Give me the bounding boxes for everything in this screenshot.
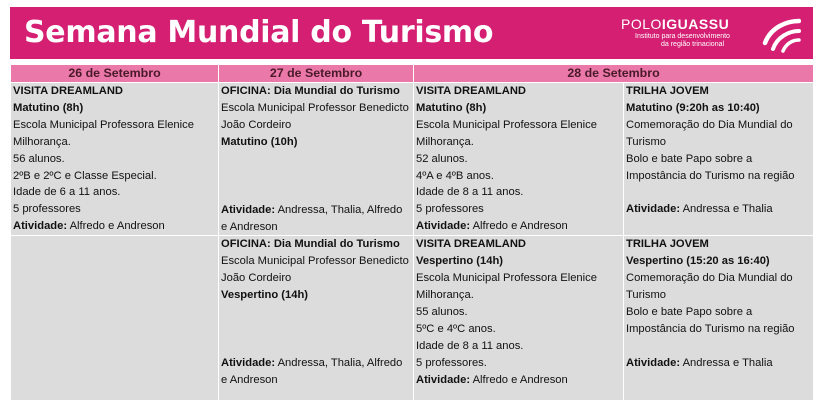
event-classes: 5ºC e 4ºC anos. — [416, 322, 496, 335]
empty-cell — [11, 236, 219, 401]
logo-subtitle-1: Instituto para desenvolvimento — [635, 33, 730, 40]
event-classes: 2ºB e 2ºC e Classe Especial. — [13, 169, 157, 182]
table-row — [11, 236, 814, 401]
event-period: Matutino (8h) — [13, 101, 84, 114]
event-period: Matutino (10h) — [221, 135, 298, 148]
event-ages: Idade de 8 a 11 anos. — [416, 186, 524, 199]
column-header-row — [11, 65, 814, 83]
event-students: 52 alunos. — [416, 152, 468, 165]
polo-iguassu-logo — [621, 13, 801, 53]
event-school: Escola Municipal Professora Elenice — [416, 272, 597, 285]
event-description: Bolo e bate Papo sobre a — [626, 152, 753, 165]
event-school: Milhorança. — [416, 289, 474, 302]
column-header-28: 28 de Setembro — [414, 65, 814, 83]
event-school: Milhorança. — [416, 135, 474, 148]
event-activity-cont: e Andreson — [221, 373, 278, 386]
logo-name: POLOIGUASSU — [621, 16, 730, 32]
event-school: Escola Municipal Professora Elenice — [416, 118, 597, 131]
event-cell — [414, 236, 624, 401]
title-banner — [10, 7, 813, 59]
event-title: VISITA DREAMLAND — [416, 85, 527, 97]
event-school: João Cordeiro — [221, 272, 292, 285]
event-cell — [414, 83, 624, 236]
event-activity: Atividade: Andressa e Thalia — [626, 356, 773, 369]
event-school: Escola Municipal Professora Elenice — [13, 118, 194, 131]
event-activity: Atividade: Alfredo e Andreson — [416, 220, 568, 233]
event-description: Bolo e bate Papo sobre a — [626, 306, 753, 319]
swirl-road-icon — [761, 13, 801, 53]
event-period: Vespertino (14h) — [221, 289, 309, 302]
event-teachers: 5 professores — [416, 203, 484, 216]
event-activity: Atividade: Alfredo e Andreson — [13, 220, 165, 233]
event-cell — [624, 236, 814, 401]
event-activity-cont: e Andreson — [221, 220, 278, 233]
event-cell — [624, 83, 814, 236]
event-period: Matutino (9:20h as 10:40) — [626, 101, 760, 114]
event-students: 55 alunos. — [416, 306, 468, 319]
event-description: Impostância do Turismo na região — [626, 169, 795, 182]
event-activity: Atividade: Andressa, Thalia, Alfredo — [221, 203, 403, 216]
event-activity: Atividade: Alfredo e Andreson — [416, 373, 568, 386]
event-title: TRILHA JOVEM — [626, 238, 709, 251]
event-school: João Cordeiro — [221, 118, 292, 131]
event-period: Vespertino (15:20 as 16:40) — [626, 255, 770, 268]
column-header-26: 26 de Setembro — [11, 65, 219, 83]
event-activity: Atividade: Andressa e Thalia — [626, 203, 773, 216]
schedule-table — [10, 64, 814, 401]
event-cell — [11, 83, 219, 236]
event-school: Milhorança. — [13, 135, 71, 148]
event-description: Impostância do Turismo na região — [626, 322, 795, 335]
event-description: Turismo — [626, 135, 666, 148]
event-title: VISITA DREAMLAND — [13, 85, 124, 97]
event-ages: Idade de 8 a 11 anos. — [416, 339, 524, 352]
event-cell — [219, 236, 414, 401]
event-title: OFICINA: Dia Mundial do Turismo — [221, 238, 400, 251]
event-title: TRILHA JOVEM — [626, 85, 709, 97]
event-period: Vespertino (14h) — [416, 255, 504, 268]
event-activity: Atividade: Andressa, Thalia, Alfredo — [221, 357, 403, 370]
event-teachers: 5 professores. — [416, 356, 487, 369]
logo-subtitle-2: da região trinacional — [661, 41, 725, 48]
table-row — [11, 83, 814, 236]
event-description: Comemoração do Dia Mundial do — [626, 272, 793, 285]
event-cell — [219, 83, 414, 236]
event-period: Matutino (8h) — [416, 101, 487, 114]
event-teachers: 5 professores — [13, 203, 81, 216]
event-ages: Idade de 6 a 11 anos. — [13, 186, 121, 199]
event-description: Turismo — [626, 289, 666, 302]
event-description: Comemoração do Dia Mundial do — [626, 118, 793, 131]
event-students: 56 alunos. — [13, 152, 65, 165]
page-title: Semana Mundial do Turismo — [24, 15, 494, 50]
event-classes: 4ºA e 4ºB anos. — [416, 169, 494, 182]
event-school: Escola Municipal Professor Benedicto — [221, 101, 409, 114]
column-header-27: 27 de Setembro — [219, 65, 414, 83]
event-title: OFICINA: Dia Mundial do Turismo — [221, 85, 400, 97]
event-school: Escola Municipal Professor Benedicto — [221, 255, 409, 268]
event-title: VISITA DREAMLAND — [416, 238, 527, 251]
